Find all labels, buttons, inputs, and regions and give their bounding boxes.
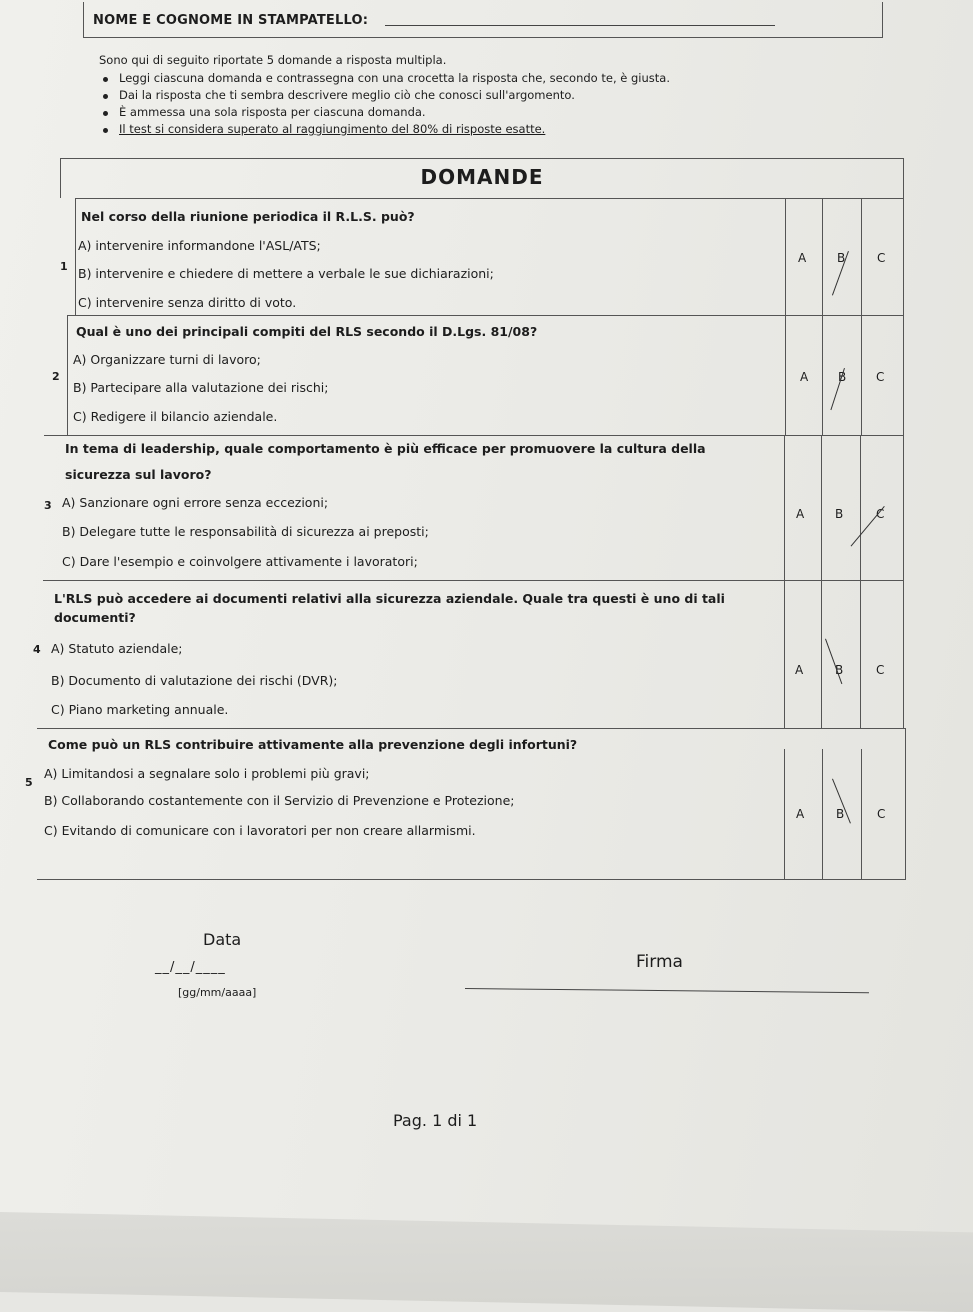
question-number: 2 xyxy=(52,370,60,383)
question-row-1 xyxy=(75,198,904,315)
option-b[interactable]: B xyxy=(838,370,847,384)
option-c[interactable]: C xyxy=(877,251,886,265)
intro-text: Sono qui di seguito riportate 5 domande a risposta multipla. xyxy=(99,53,447,67)
question-row-5 xyxy=(37,728,906,880)
option-a[interactable]: A xyxy=(796,807,805,821)
option-c[interactable]: C xyxy=(876,370,885,384)
option-c[interactable]: C xyxy=(876,663,885,677)
instructions-list xyxy=(103,70,670,138)
option-c[interactable]: C xyxy=(877,807,886,821)
question-text: L'RLS può accedere ai documenti relativi alla sicurezza aziendale. Quale tra questi è uno di tali xyxy=(54,591,725,606)
question-text: Qual è uno dei principali compiti del RLS secondo il D.Lgs. 81/08? xyxy=(76,324,538,339)
question-number: 3 xyxy=(44,499,52,512)
question-row-3 xyxy=(44,435,904,580)
answer-b: B) Partecipare alla valutazione dei rischi; xyxy=(73,380,329,395)
question-row-2 xyxy=(67,315,904,435)
answer-c: C) Redigere il bilancio aziendale. xyxy=(73,409,278,424)
question-text: In tema di leadership, quale comportamento è più efficace per promuovere la cultura della xyxy=(65,441,706,456)
table-title: DOMANDE xyxy=(60,158,904,198)
name-field-line[interactable] xyxy=(385,25,775,26)
answer-c: C) Evitando di comunicare con i lavoratori per non creare allarmismi. xyxy=(44,823,476,838)
option-b[interactable]: B xyxy=(835,507,844,521)
question-text: Come può un RLS contribuire attivamente alla prevenzione degli infortuni? xyxy=(48,737,578,752)
date-field[interactable]: __/__/____ xyxy=(155,960,226,975)
answer-c: C) intervenire senza diritto di voto. xyxy=(78,295,297,310)
question-number: 5 xyxy=(25,776,33,789)
instruction-item: È ammessa una sola risposta per ciascuna domanda. xyxy=(103,104,670,121)
answer-a: A) Organizzare turni di lavoro; xyxy=(73,352,261,367)
option-a[interactable]: A xyxy=(796,507,805,521)
instruction-item: Il test si considera superato al raggiungimento del 80% di risposte esatte. xyxy=(103,121,670,138)
answer-a: A) Statuto aziendale; xyxy=(51,641,183,656)
answer-b: B) Delegare tutte le responsabilità di sicurezza ai preposti; xyxy=(62,524,429,539)
answer-c: C) Piano marketing annuale. xyxy=(51,702,229,717)
instruction-item: Dai la risposta che ti sembra descrivere meglio ciò che conosci sull'argomento. xyxy=(103,87,670,104)
paper-edge-shadow xyxy=(0,1212,973,1312)
answer-a: A) intervenire informandone l'ASL/ATS; xyxy=(78,238,321,253)
date-label: Data xyxy=(203,930,242,949)
question-number: 4 xyxy=(33,643,41,656)
date-format-hint: [gg/mm/aaaa] xyxy=(178,986,257,999)
option-a[interactable]: A xyxy=(800,370,809,384)
answer-a: A) Limitandosi a segnalare solo i problemi più gravi; xyxy=(44,766,370,781)
question-text: documenti? xyxy=(54,610,136,625)
instruction-item: Leggi ciascuna domanda e contrassegna con una crocetta la risposta che, secondo te, è giusta. xyxy=(103,70,670,87)
answer-b: B) Collaborando costantemente con il Servizio di Prevenzione e Protezione; xyxy=(44,793,515,808)
answer-b: B) Documento di valutazione dei rischi (DVR); xyxy=(51,673,338,688)
question-text: Nel corso della riunione periodica il R.L.S. può? xyxy=(81,209,415,224)
signature-line[interactable] xyxy=(465,988,869,993)
option-a[interactable]: A xyxy=(798,251,807,265)
option-b[interactable]: B xyxy=(835,663,844,677)
answer-mark xyxy=(851,506,885,546)
option-b[interactable]: B xyxy=(837,251,846,265)
option-c[interactable]: C xyxy=(876,507,885,521)
signature-label: Firma xyxy=(636,952,683,972)
page-number: Pag. 1 di 1 xyxy=(393,1111,478,1130)
question-row-4 xyxy=(43,580,904,728)
answer-c: C) Dare l'esempio e coinvolgere attivamente i lavoratori; xyxy=(62,554,418,569)
answer-mark xyxy=(825,639,842,684)
option-b[interactable]: B xyxy=(836,807,845,821)
question-number: 1 xyxy=(60,260,68,273)
answer-a: A) Sanzionare ogni errore senza eccezioni; xyxy=(62,495,329,510)
answer-b: B) intervenire e chiedere di mettere a verbale le sue dichiarazioni; xyxy=(78,266,494,281)
name-label: NOME E COGNOME IN STAMPATELLO: xyxy=(93,13,369,28)
option-a[interactable]: A xyxy=(795,663,804,677)
question-text: sicurezza sul lavoro? xyxy=(65,467,212,482)
